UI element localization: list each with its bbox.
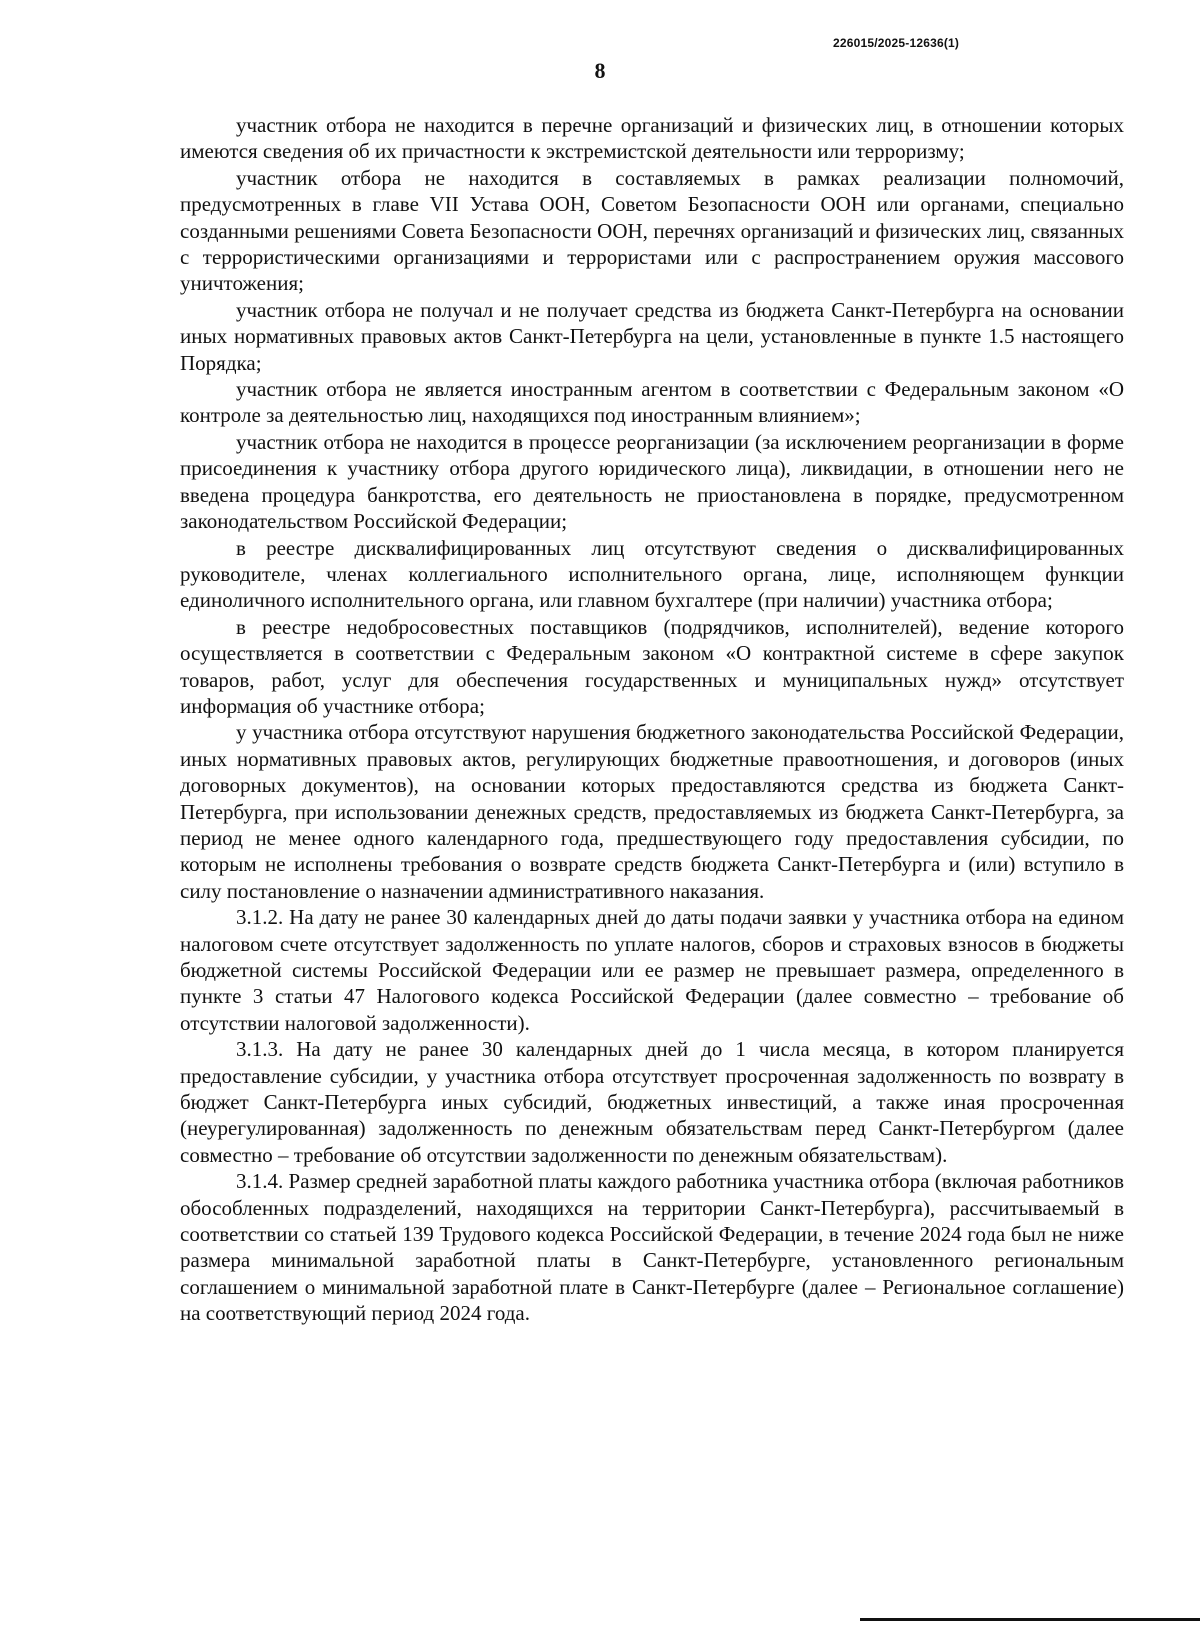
page-number: 8 bbox=[594, 58, 606, 83]
document-body bbox=[180, 112, 1124, 1327]
paragraph-clause-3-1-3: 3.1.3. На дату не ранее 30 календарных дней до 1 числа месяца, в котором планируется предоставление субсидии, у участника отбора отсутствует просроченная задолженность по возврату в бюджет Санкт-Петербурга иных субсидий, бюджетных инвестиций, а также иная просроченная (неурегулированная) задолженность по денежным обязательствам перед Санкт-Петербургом (далее совместно – требование об отсутствии задолженности по денежным обязательствам). bbox=[180, 1037, 1124, 1167]
paragraph-unscrupulous-suppliers: в реестре недобросовестных поставщиков (подрядчиков, исполнителей), ведение которого осуществляется в соответствии с Федеральным законом «О контрактной системе в сфере закупок товаров, работ, услуг для обеспечения государственных и муниципальных нужд» отсутствует информация об участнике отбора; bbox=[180, 614, 1124, 718]
paragraph-un-sanctions-list: участник отбора не находится в составляемых в рамках реализации полномочий, предусмотренных в главе VII Устава ООН, Советом Безопасности ООН или органами, специально созданными решениями Совета Безопасности ООН, перечнях организаций и физических лиц, связанных с террористическими организациями и террористами или с распространением оружия массового уничтожения; bbox=[180, 165, 1124, 296]
paragraph-not-foreign-agent: участник отбора не является иностранным агентом в соответствии с Федеральным законом «О контроле за деятельностью лиц, находящихся под иностранным влиянием»; bbox=[180, 377, 1124, 428]
paragraph-no-reorganization: участник отбора не находится в процессе реорганизации (за исключением реорганизации в форме присоединения к участнику отбора другого юридического лица), ликвидации, в отношении него не введена процедура банкротства, его деятельность не приостановлена в порядке, предусмотренном законодательством Российской Федерации; bbox=[180, 429, 1124, 534]
paragraph-budget-violations: у участника отбора отсутствуют нарушения бюджетного законодательства Российской Федерации, иных нормативных правовых актов, регулирующих бюджетные правоотношения, и договоров (иных договорных документов), на основании которых предоставляются средства из бюджета Санкт-Петербурга, при использовании денежных средств, предоставляемых из бюджета Санкт-Петербурга, за период не менее одного календарного года, предшествующего году предоставления субсидии, по которым не исполнены требования о возврате средств бюджета Санкт-Петербурга и (или) вступило в силу постановление о назначении административного наказания. bbox=[180, 720, 1124, 903]
paragraph-extremism-list: участник отбора не находится в перечне организаций и физических лиц, в отношении которых имеются сведения об их причастности к экстремистской деятельности или терроризму; bbox=[180, 113, 1124, 164]
paragraph-clause-3-1-4: 3.1.4. Размер средней заработной платы каждого работника участника отбора (включая работников обособленных подразделений, находящихся на территории Санкт-Петербурга), рассчитываемый в соответствии со статьей 139 Трудового кодекса Российской Федерации, в течение 2024 года был не ниже размера минимальной заработной платы в Санкт-Петербурге, установленного региональным соглашением о минимальной заработной плате в Санкт-Петербурге (далее – Региональное соглашение) на соответствующий период 2024 года. bbox=[180, 1169, 1124, 1326]
paragraph-clause-3-1-2: 3.1.2. На дату не ранее 30 календарных дней до даты подачи заявки у участника отбора на едином налоговом счете отсутствует задолженность по уплате налогов, сборов и страховых взносов в бюджеты бюджетной системы Российской Федерации или ее размер не превышает размера, определенного в пункте 3 статьи 47 Налогового кодекса Российской Федерации (далее совместно – требование об отсутствии налоговой задолженности). bbox=[180, 905, 1124, 1035]
document-id: 226015/2025-12636(1) bbox=[833, 36, 960, 50]
paragraph-no-other-budget-funds: участник отбора не получал и не получает средства из бюджета Санкт-Петербурга на основании иных нормативных правовых актов Санкт-Петербурга на цели, установленные в пункте 1.5 настоящего Порядка; bbox=[180, 297, 1124, 375]
scan-edge-line bbox=[860, 1618, 1200, 1621]
paragraph-disqualified-persons: в реестре дисквалифицированных лиц отсутствуют сведения о дисквалифицированных руководителе, членах коллегиального исполнительного органа, лице, исполняющем функции единоличного исполнительного органа, или главном бухгалтере (при наличии) участника отбора; bbox=[180, 535, 1124, 613]
